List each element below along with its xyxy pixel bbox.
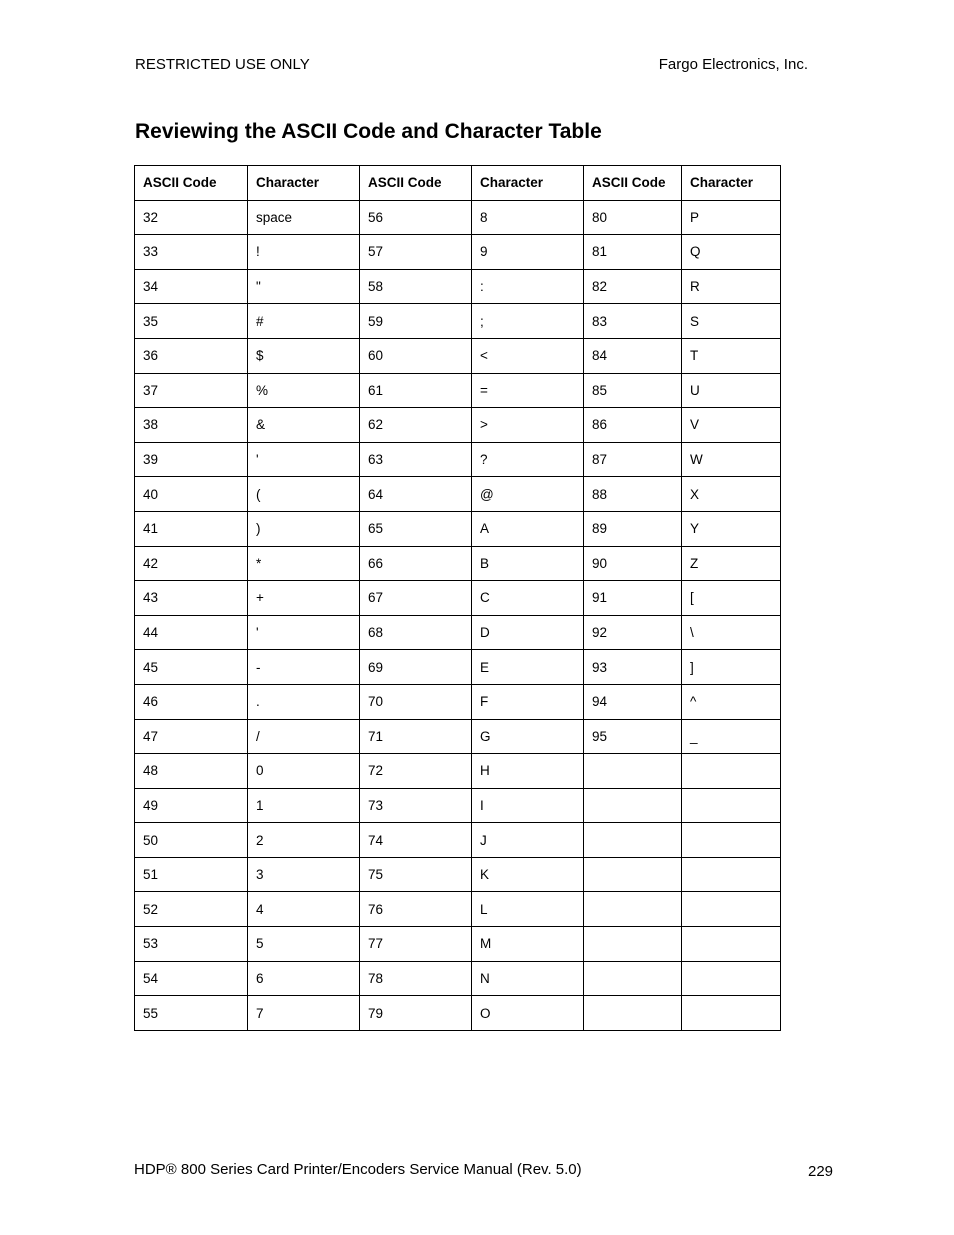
table-cell: 78	[360, 961, 472, 996]
table-cell: -	[248, 650, 360, 685]
table-cell: 43	[135, 581, 248, 616]
table-cell: !	[248, 235, 360, 270]
table-cell: #	[248, 304, 360, 339]
table-cell: =	[472, 373, 584, 408]
table-cell	[584, 754, 682, 789]
table-cell: 92	[584, 615, 682, 650]
table-cell: M	[472, 927, 584, 962]
table-row	[135, 546, 781, 581]
table-row	[135, 615, 781, 650]
table-cell: 1	[248, 788, 360, 823]
table-cell: *	[248, 546, 360, 581]
table-cell: <	[472, 338, 584, 373]
table-cell: [	[682, 581, 781, 616]
table-cell: G	[472, 719, 584, 754]
table-cell: ?	[472, 442, 584, 477]
table-row	[135, 304, 781, 339]
table-row	[135, 788, 781, 823]
table-cell: 44	[135, 615, 248, 650]
table-cell: I	[472, 788, 584, 823]
table-row	[135, 754, 781, 789]
column-header: ASCII Code	[360, 166, 472, 201]
table-cell: 88	[584, 477, 682, 512]
table-cell: 68	[360, 615, 472, 650]
table-cell: 79	[360, 996, 472, 1031]
table-cell: 73	[360, 788, 472, 823]
table-cell: /	[248, 719, 360, 754]
table-cell: N	[472, 961, 584, 996]
table-row	[135, 892, 781, 927]
table-row	[135, 823, 781, 858]
table-cell: B	[472, 546, 584, 581]
table-cell: 2	[248, 823, 360, 858]
table-cell: O	[472, 996, 584, 1031]
table-cell: P	[682, 200, 781, 235]
table-cell: 62	[360, 408, 472, 443]
table-cell: 75	[360, 857, 472, 892]
table-cell: Y	[682, 511, 781, 546]
table-cell: '	[248, 615, 360, 650]
table-cell: 51	[135, 857, 248, 892]
table-cell: 71	[360, 719, 472, 754]
table-cell: @	[472, 477, 584, 512]
table-cell: 69	[360, 650, 472, 685]
ascii-table	[134, 165, 781, 1031]
table-cell: 55	[135, 996, 248, 1031]
table-cell: 64	[360, 477, 472, 512]
table-cell: 7	[248, 996, 360, 1031]
table-cell: 94	[584, 684, 682, 719]
table-row	[135, 442, 781, 477]
table-cell: 72	[360, 754, 472, 789]
table-cell: 85	[584, 373, 682, 408]
table-cell: 76	[360, 892, 472, 927]
table-cell: 39	[135, 442, 248, 477]
table-cell: 80	[584, 200, 682, 235]
table-cell: 36	[135, 338, 248, 373]
table-cell: 0	[248, 754, 360, 789]
column-header: Character	[248, 166, 360, 201]
column-header: Character	[682, 166, 781, 201]
table-row	[135, 269, 781, 304]
table-row	[135, 338, 781, 373]
page-title: Reviewing the ASCII Code and Character Table	[135, 120, 602, 143]
table-cell	[682, 754, 781, 789]
table-cell: 63	[360, 442, 472, 477]
table-cell: 5	[248, 927, 360, 962]
table-cell: 41	[135, 511, 248, 546]
table-cell: 89	[584, 511, 682, 546]
table-cell: L	[472, 892, 584, 927]
table-cell: 3	[248, 857, 360, 892]
table-cell: 81	[584, 235, 682, 270]
table-cell	[682, 892, 781, 927]
table-cell	[584, 857, 682, 892]
table-cell: ;	[472, 304, 584, 339]
footer-manual-title: HDP® 800 Series Card Printer/Encoders Service Manual (Rev. 5.0)	[134, 1161, 582, 1178]
table-cell: E	[472, 650, 584, 685]
table-cell: 66	[360, 546, 472, 581]
table-row	[135, 719, 781, 754]
table-row	[135, 581, 781, 616]
table-cell: C	[472, 581, 584, 616]
table-cell: Q	[682, 235, 781, 270]
table-row	[135, 996, 781, 1031]
table-cell: R	[682, 269, 781, 304]
table-cell: 49	[135, 788, 248, 823]
table-cell: &	[248, 408, 360, 443]
table-cell: A	[472, 511, 584, 546]
column-header: Character	[472, 166, 584, 201]
table-row	[135, 961, 781, 996]
table-cell: 57	[360, 235, 472, 270]
table-cell: (	[248, 477, 360, 512]
table-cell	[682, 857, 781, 892]
table-cell: 74	[360, 823, 472, 858]
table-cell: H	[472, 754, 584, 789]
table-cell: $	[248, 338, 360, 373]
table-cell: '	[248, 442, 360, 477]
table-cell: J	[472, 823, 584, 858]
table-cell: "	[248, 269, 360, 304]
table-row	[135, 684, 781, 719]
table-cell: 65	[360, 511, 472, 546]
table-cell: 84	[584, 338, 682, 373]
table-cell: 52	[135, 892, 248, 927]
table-cell: 42	[135, 546, 248, 581]
table-cell: 60	[360, 338, 472, 373]
table-cell: 4	[248, 892, 360, 927]
table-cell: 9	[472, 235, 584, 270]
table-cell: W	[682, 442, 781, 477]
table-cell: 47	[135, 719, 248, 754]
table-cell	[682, 823, 781, 858]
table-row	[135, 408, 781, 443]
table-cell: Z	[682, 546, 781, 581]
table-cell: 90	[584, 546, 682, 581]
table-cell: 54	[135, 961, 248, 996]
table-cell: 95	[584, 719, 682, 754]
table-cell: >	[472, 408, 584, 443]
table-cell: 93	[584, 650, 682, 685]
table-cell: V	[682, 408, 781, 443]
table-cell: 77	[360, 927, 472, 962]
header-restricted: RESTRICTED USE ONLY	[135, 56, 310, 73]
table-cell: 61	[360, 373, 472, 408]
table-cell: space	[248, 200, 360, 235]
table-cell: 48	[135, 754, 248, 789]
table-cell: \	[682, 615, 781, 650]
table-cell: 33	[135, 235, 248, 270]
table-cell	[584, 996, 682, 1031]
table-cell: T	[682, 338, 781, 373]
table-cell: .	[248, 684, 360, 719]
table-cell: 8	[472, 200, 584, 235]
table-cell: 86	[584, 408, 682, 443]
table-row	[135, 511, 781, 546]
table-cell: 32	[135, 200, 248, 235]
header-company: Fargo Electronics, Inc.	[658, 56, 808, 73]
table-cell: 56	[360, 200, 472, 235]
table-cell: 58	[360, 269, 472, 304]
table-cell: %	[248, 373, 360, 408]
table-cell: 40	[135, 477, 248, 512]
table-cell	[682, 961, 781, 996]
table-cell: +	[248, 581, 360, 616]
table-row	[135, 373, 781, 408]
table-cell: 50	[135, 823, 248, 858]
table-cell: X	[682, 477, 781, 512]
table-cell: D	[472, 615, 584, 650]
table-cell: 53	[135, 927, 248, 962]
table-body	[135, 200, 781, 1030]
table-cell: U	[682, 373, 781, 408]
table-cell: ^	[682, 684, 781, 719]
table-header-row	[135, 166, 781, 201]
table-row	[135, 927, 781, 962]
table-row	[135, 477, 781, 512]
table-cell: ]	[682, 650, 781, 685]
table-cell: 37	[135, 373, 248, 408]
table-cell: 34	[135, 269, 248, 304]
table-cell: _	[682, 719, 781, 754]
table-cell: 45	[135, 650, 248, 685]
table-cell: 83	[584, 304, 682, 339]
table-cell: 87	[584, 442, 682, 477]
table-cell: 35	[135, 304, 248, 339]
table-cell: S	[682, 304, 781, 339]
table-cell: F	[472, 684, 584, 719]
table-cell	[682, 927, 781, 962]
table-cell	[682, 996, 781, 1031]
table-cell	[584, 788, 682, 823]
table-cell: 6	[248, 961, 360, 996]
table-cell: 67	[360, 581, 472, 616]
table-cell: )	[248, 511, 360, 546]
table-cell	[584, 961, 682, 996]
column-header: ASCII Code	[135, 166, 248, 201]
table-cell: 59	[360, 304, 472, 339]
table-cell: 91	[584, 581, 682, 616]
table-row	[135, 235, 781, 270]
column-header: ASCII Code	[584, 166, 682, 201]
table-cell: K	[472, 857, 584, 892]
table-cell: :	[472, 269, 584, 304]
table-cell	[682, 788, 781, 823]
table-cell	[584, 823, 682, 858]
table-row	[135, 650, 781, 685]
page-number: 229	[808, 1163, 834, 1180]
table-row	[135, 857, 781, 892]
table-row	[135, 200, 781, 235]
table-cell: 46	[135, 684, 248, 719]
table-cell	[584, 892, 682, 927]
table-cell: 70	[360, 684, 472, 719]
table-cell	[584, 927, 682, 962]
table-cell: 38	[135, 408, 248, 443]
table-cell: 82	[584, 269, 682, 304]
